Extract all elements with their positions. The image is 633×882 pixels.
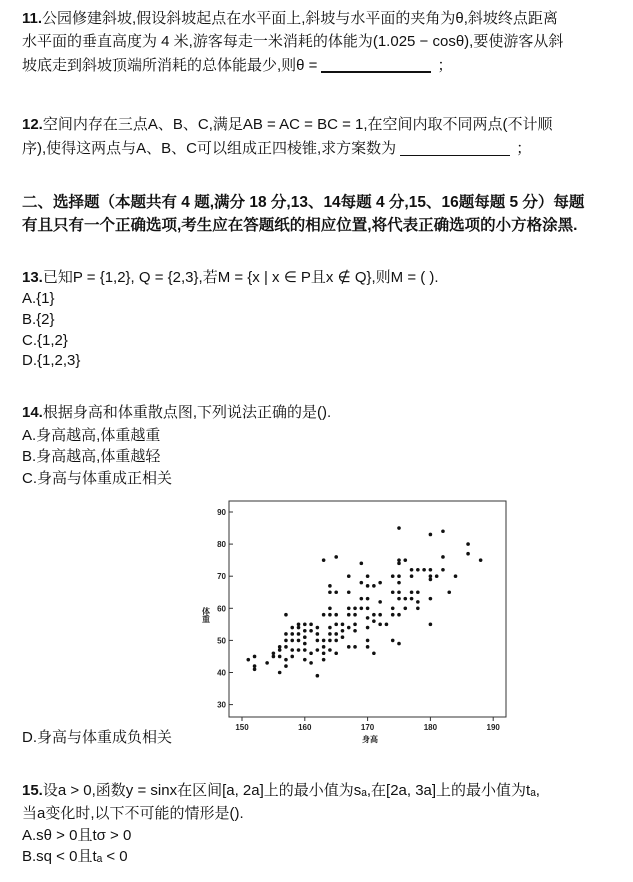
scatter-point	[246, 658, 250, 662]
scatter-point	[290, 632, 294, 636]
q13-stem	[22, 267, 439, 288]
scatter-point	[360, 607, 364, 611]
scatter-point	[353, 629, 357, 633]
scatter-point	[397, 590, 401, 594]
q15-text: 设a > 0,函数y = sinx在区间[a, 2a]上的最小值为sₐ,在[2a, 3a]上的最小值为tₐ,	[42, 782, 540, 799]
y-tick-label: 50	[217, 636, 226, 646]
height-weight-scatter-plot	[200, 495, 510, 745]
scatter-point	[366, 607, 370, 611]
scatter-point	[290, 655, 294, 659]
scatter-point	[303, 658, 307, 662]
scatter-point	[410, 597, 414, 601]
scatter-point	[378, 613, 382, 617]
scatter-point	[334, 623, 338, 627]
scatter-point	[284, 632, 288, 636]
scatter-point	[272, 651, 276, 655]
x-axis-label: 身高	[362, 735, 378, 744]
scatter-point	[290, 626, 294, 630]
q12-number: 12.	[22, 116, 43, 133]
scatter-point	[347, 613, 351, 617]
q11-number: 11.	[22, 10, 43, 27]
scatter-point	[316, 626, 320, 630]
q13-option-d[interactable]: D.{1,2,3}	[22, 352, 81, 369]
scatter-point	[441, 555, 445, 559]
scatter-point	[447, 590, 451, 594]
scatter-point	[366, 597, 370, 601]
q11-line-3	[22, 55, 452, 76]
scatter-point	[466, 552, 470, 556]
scatter-point	[410, 574, 414, 578]
scatter-point	[372, 651, 376, 655]
scatter-point	[265, 661, 269, 665]
scatter-point	[366, 616, 370, 620]
scatter-point	[416, 600, 420, 604]
scatter-point	[347, 590, 351, 594]
scatter-point	[397, 597, 401, 601]
y-tick-label: 90	[217, 508, 226, 517]
y-tick-label: 40	[217, 668, 226, 678]
scatter-point	[309, 661, 313, 665]
q14-stem	[22, 402, 331, 423]
q14-option-d[interactable]: D.身高与体重成负相关	[22, 729, 173, 746]
scatter-point	[322, 613, 326, 617]
scatter-point	[322, 645, 326, 649]
scatter-point	[353, 607, 357, 611]
scatter-point	[322, 558, 326, 562]
q14-option-b[interactable]: B.身高越高,体重越轻	[22, 448, 161, 465]
scatter-point	[316, 648, 320, 652]
scatter-point	[328, 584, 332, 588]
q15-number: 15.	[22, 782, 43, 799]
scatter-point	[391, 639, 395, 643]
scatter-point	[334, 590, 338, 594]
scatter-point	[328, 632, 332, 636]
scatter-point	[328, 626, 332, 630]
q13-option-c[interactable]: C.{1,2}	[22, 332, 68, 349]
y-tick-label: 60	[217, 604, 226, 614]
q12-line-2	[22, 138, 531, 159]
scatter-point	[378, 581, 382, 585]
q11-suffix: ；	[437, 57, 453, 74]
scatter-point	[441, 568, 445, 572]
q14-option-c[interactable]: C.身高与体重成正相关	[22, 470, 173, 487]
scatter-point	[391, 574, 395, 578]
scatter-point	[309, 651, 313, 655]
scatter-point	[278, 671, 282, 675]
scatter-point	[372, 584, 376, 588]
scatter-point	[372, 613, 376, 617]
scatter-point	[429, 597, 433, 601]
scatter-point	[341, 629, 345, 633]
scatter-point	[328, 590, 332, 594]
q13-option-a[interactable]: A.{1}	[22, 290, 55, 307]
scatter-point	[366, 574, 370, 578]
scatter-point	[297, 639, 301, 643]
scatter-point	[378, 623, 382, 627]
scatter-point	[334, 555, 338, 559]
scatter-point	[429, 574, 433, 578]
scatter-point	[378, 600, 382, 604]
q13-option-b[interactable]: B.{2}	[22, 311, 55, 328]
q14-option-a[interactable]: A.身高越高,体重越重	[22, 427, 161, 444]
x-tick-label: 150	[235, 723, 249, 732]
scatter-point	[403, 607, 407, 611]
scatter-point	[416, 568, 420, 572]
scatter-point	[309, 623, 313, 627]
scatter-point	[316, 674, 320, 678]
scatter-point	[334, 639, 338, 643]
q15-option-b[interactable]: B.sq < 0且tₐ < 0	[22, 848, 128, 865]
q12-text: 序),使得这两点与A、B、C可以组成正四棱锥,求方案数为	[22, 140, 397, 157]
scatter-point	[322, 658, 326, 662]
q13-text: 已知P = {1,2}, Q = {2,3},若M = {x | x ∈ P且x ∉ Q},则M = ( ).	[42, 269, 439, 286]
q15-option-a[interactable]: A.sθ > 0且tσ > 0	[22, 827, 132, 844]
scatter-point	[397, 642, 401, 646]
y-axis-label: 体重	[201, 607, 211, 623]
scatter-point	[397, 574, 401, 578]
scatter-point	[353, 645, 357, 649]
scatter-point	[397, 581, 401, 585]
q11-text: 公园修建斜坡,假设斜坡起点在水平面上,斜坡与水平面的夹角为θ,斜坡终点距离	[42, 10, 558, 27]
q12-text: 空间内存在三点A、B、C,满足AB = AC = BC = 1,在空间内取不同两点(不计顺	[42, 116, 553, 133]
y-tick-label: 30	[217, 700, 226, 710]
scatter-point	[366, 645, 370, 649]
scatter-point	[353, 623, 357, 627]
scatter-point	[278, 645, 282, 649]
q11-line-1	[22, 8, 558, 29]
scatter-point	[322, 639, 326, 643]
scatter-point	[466, 542, 470, 546]
scatter-point	[253, 664, 257, 668]
scatter-point	[272, 655, 276, 659]
section-heading-line-1: 二、选择题（本题共有 4 题,满分 18 分,13、14每题 4 分,15、16题每题 5 分）每题	[22, 194, 585, 211]
scatter-point	[353, 613, 357, 617]
scatter-point	[341, 623, 345, 627]
scatter-point	[253, 655, 257, 659]
scatter-point	[347, 626, 351, 630]
scatter-point	[290, 639, 294, 643]
scatter-point	[328, 639, 332, 643]
scatter-point	[391, 613, 395, 617]
scatter-point	[334, 632, 338, 636]
scatter-point	[416, 590, 420, 594]
scatter-point	[284, 613, 288, 617]
scatter-point	[322, 651, 326, 655]
scatter-point	[284, 664, 288, 668]
scatter-point	[360, 597, 364, 601]
scatter-point	[328, 613, 332, 617]
scatter-point	[278, 655, 282, 659]
scatter-point	[309, 629, 313, 633]
q14-text: 根据身高和体重散点图,下列说法正确的是().	[42, 404, 332, 421]
y-tick-label: 80	[217, 540, 226, 550]
x-tick-label: 160	[298, 723, 312, 732]
q11-answer-blank[interactable]	[321, 70, 431, 73]
x-tick-label: 180	[423, 723, 438, 732]
x-tick-label: 170	[360, 723, 375, 732]
scatter-point	[316, 639, 320, 643]
scatter-point	[284, 658, 288, 662]
scatter-point	[297, 626, 301, 630]
scatter-point	[303, 635, 307, 639]
scatter-point	[341, 635, 345, 639]
scatter-point	[391, 590, 395, 594]
scatter-point	[297, 623, 301, 627]
scatter-point	[429, 578, 433, 582]
q14-number: 14.	[22, 404, 43, 421]
scatter-point	[429, 533, 433, 537]
scatter-point	[284, 645, 288, 649]
scatter-point	[441, 529, 445, 533]
scatter-point	[284, 639, 288, 643]
scatter-point	[372, 619, 376, 623]
y-tick-label: 70	[217, 572, 226, 582]
scatter-point	[360, 581, 364, 585]
scatter-point	[290, 648, 294, 652]
q11-text: 坡底走到斜坡顶端所消耗的总体能最少,则θ =	[22, 57, 318, 74]
scatter-point	[347, 607, 351, 611]
scatter-point	[410, 590, 414, 594]
scatter-point	[334, 613, 338, 617]
q12-suffix: ；	[516, 140, 532, 157]
scatter-point	[454, 574, 458, 578]
scatter-point	[397, 558, 401, 562]
section-heading-line-2: 有且只有一个正确选项,考生应在答题纸的相应位置,将代表正确选项的小方格涂黑.	[22, 217, 578, 234]
scatter-point	[328, 648, 332, 652]
scatter-point	[397, 613, 401, 617]
scatter-point	[303, 642, 307, 646]
scatter-point	[385, 623, 389, 627]
scatter-point	[410, 568, 414, 572]
scatter-point	[360, 562, 364, 566]
q12-answer-blank[interactable]	[400, 154, 510, 156]
q15-line-1	[22, 780, 540, 801]
scatter-point	[347, 645, 351, 649]
scatter-point	[422, 568, 426, 572]
scatter-point	[303, 648, 307, 652]
scatter-point	[297, 648, 301, 652]
scatter-point	[316, 632, 320, 636]
q15-line-2: 当a变化时,以下不可能的情形是().	[22, 805, 244, 822]
scatter-point	[403, 558, 407, 562]
scatter-point	[397, 526, 401, 530]
q12-line-1	[22, 114, 553, 135]
scatter-point	[397, 562, 401, 566]
scatter-point	[366, 639, 370, 643]
scatter-point	[435, 574, 439, 578]
scatter-point	[416, 607, 420, 611]
scatter-point	[297, 632, 301, 636]
x-tick-label: 190	[486, 723, 500, 732]
scatter-point	[429, 568, 433, 572]
q13-number: 13.	[22, 269, 43, 286]
scatter-point	[303, 629, 307, 633]
scatter-point	[278, 648, 282, 652]
q11-line-2: 水平面的垂直高度为 4 米,游客每走一米消耗的体能为(1.025 − cosθ),要使游客从斜	[22, 33, 564, 50]
scatter-point	[334, 651, 338, 655]
scatter-point	[253, 667, 257, 671]
scatter-point	[366, 626, 370, 630]
scatter-point	[366, 584, 370, 588]
scatter-point	[347, 574, 351, 578]
scatter-point	[429, 623, 433, 627]
scatter-point	[303, 623, 307, 627]
scatter-point	[328, 607, 332, 611]
scatter-point	[479, 558, 483, 562]
scatter-point	[391, 607, 395, 611]
scatter-point	[403, 597, 407, 601]
